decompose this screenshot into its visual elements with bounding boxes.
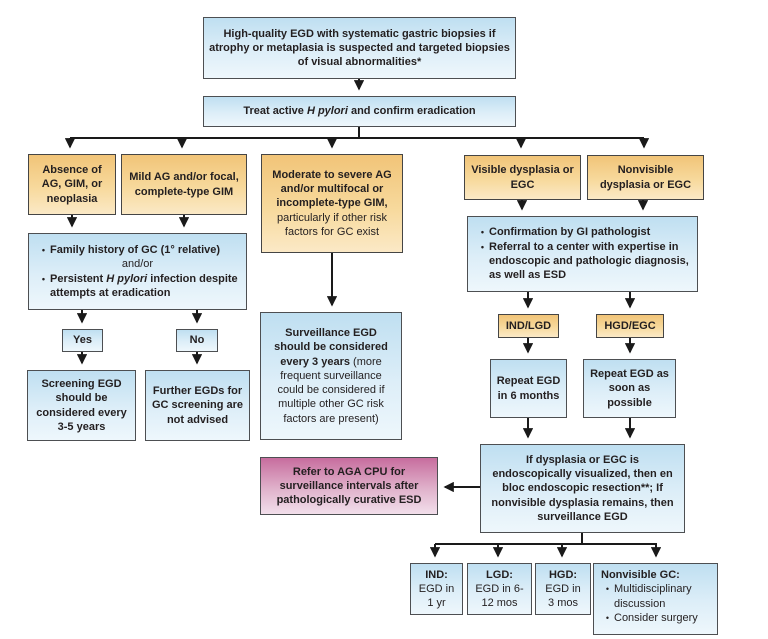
node-hgd-egc-text: HGD/EGC bbox=[604, 319, 656, 332]
nonvisible-gc-bullet-1: • Multidisciplinary discussion bbox=[601, 582, 710, 611]
bullet-icon: • bbox=[480, 227, 485, 238]
node-nonvisible-dysplasia-text: Nonvisible dysplasia or EGC bbox=[599, 164, 692, 191]
node-screening-egd bbox=[27, 370, 136, 441]
node-high-quality-egd bbox=[203, 17, 516, 79]
node-lgd-text: EGD in 6-12 mos bbox=[475, 582, 524, 610]
node-resection bbox=[480, 444, 685, 533]
risk-bullet-1: • Family history of GC (1° relative) bbox=[37, 243, 238, 258]
risk-andor: and/or bbox=[121, 258, 154, 271]
confirmation-bullet-1: • Confirmation by GI pathologist bbox=[476, 225, 689, 240]
node-mild-ag bbox=[121, 154, 247, 215]
node-confirmation bbox=[467, 216, 698, 292]
node-screening-egd-text: Screening EGD should be considered every 3-5 years bbox=[36, 377, 127, 433]
node-ind-lgd bbox=[498, 314, 559, 338]
bullet-icon: • bbox=[605, 612, 610, 623]
confirmation-bullet-2: • Referral to a center with expertise in endoscopic and pathologic diagnosis, as well as ESD bbox=[476, 240, 689, 283]
hpylori-italic: H pylori bbox=[106, 272, 148, 285]
node-lgd bbox=[467, 563, 532, 615]
bullet-icon: • bbox=[41, 273, 46, 284]
node-hgd-label: HGD: bbox=[548, 568, 578, 581]
node-nonvisible-gc-label: Nonvisible GC: bbox=[601, 569, 680, 581]
node-repeat-6mo bbox=[490, 359, 567, 418]
node-visible-dysplasia bbox=[464, 155, 581, 200]
bullet-icon: • bbox=[605, 584, 610, 595]
node-mild-ag-text: Mild AG and/or focal, complete-type GIM bbox=[129, 171, 239, 198]
node-yes-text: Yes bbox=[73, 334, 92, 347]
node-ind-text: EGD in 1 yr bbox=[418, 582, 455, 610]
node-treat-hpylori bbox=[203, 96, 516, 127]
node-no bbox=[176, 329, 218, 352]
node-repeat-asap-text: Repeat EGD as soon as possible bbox=[590, 368, 669, 409]
node-nonvisible-gc bbox=[593, 563, 718, 635]
bullet-icon: • bbox=[41, 244, 46, 255]
node-ind-label: IND: bbox=[425, 568, 448, 581]
node-nonvisible-dysplasia bbox=[587, 155, 704, 200]
node-risk-factors bbox=[28, 233, 247, 310]
node-resection-text: If dysplasia or EGC is endoscopically visualized, then en bloc endoscopic resection**; If nonvisible dysplasia remains, then surveillance EGD bbox=[491, 453, 674, 523]
node-surveillance-egd-text: Surveillance EGD should be considered every 3 years (more frequent surveillance could be considered if multiple other GC risk factors are present) bbox=[274, 326, 388, 425]
node-ind-lgd-text: IND/LGD bbox=[505, 319, 552, 332]
node-yes bbox=[62, 329, 103, 352]
node-absence-text: Absence of AG, GIM, or neoplasia bbox=[41, 164, 103, 205]
node-absence bbox=[28, 154, 116, 215]
hpylori-italic: H pylori bbox=[306, 105, 348, 118]
risk-bullet-2: • Persistent H pylori infection despite attempts at eradication bbox=[37, 272, 238, 301]
node-further-egds-text: Further EGDs for GC screening are not advised bbox=[151, 385, 244, 426]
node-ind bbox=[410, 563, 463, 615]
node-refer-aga-text: Refer to AGA CPU for surveillance intervals after pathologically curative ESD bbox=[276, 465, 422, 507]
node-repeat-6mo-text: Repeat EGD in 6 months bbox=[496, 375, 561, 402]
node-treat-hpylori-text: Treat active H pylori and confirm eradication bbox=[243, 105, 476, 118]
node-high-quality-egd-text: High-quality EGD with systematic gastric biopsies if atrophy or metaplasia is suspected and targeted biopsies of visual abnormalities* bbox=[209, 27, 510, 69]
node-hgd-egc bbox=[596, 314, 664, 338]
node-hgd bbox=[535, 563, 591, 615]
nonvisible-gc-bullet-2: • Consider surgery bbox=[601, 611, 710, 626]
node-lgd-label: LGD: bbox=[486, 568, 513, 581]
node-hgd-text: EGD in 3 mos bbox=[545, 582, 581, 610]
bullet-icon: • bbox=[480, 241, 485, 252]
node-no-text: No bbox=[189, 334, 205, 347]
node-repeat-asap bbox=[583, 359, 676, 418]
node-moderate-ag-text: Moderate to severe AG and/or multifocal or incomplete-type GIM, particularly if other risk factors for GC exist bbox=[272, 168, 392, 238]
node-refer-aga bbox=[260, 457, 438, 515]
node-visible-dysplasia-text: Visible dysplasia or EGC bbox=[471, 164, 574, 191]
node-moderate-ag bbox=[261, 154, 403, 253]
node-further-egds bbox=[145, 370, 250, 441]
node-surveillance-egd bbox=[260, 312, 402, 440]
